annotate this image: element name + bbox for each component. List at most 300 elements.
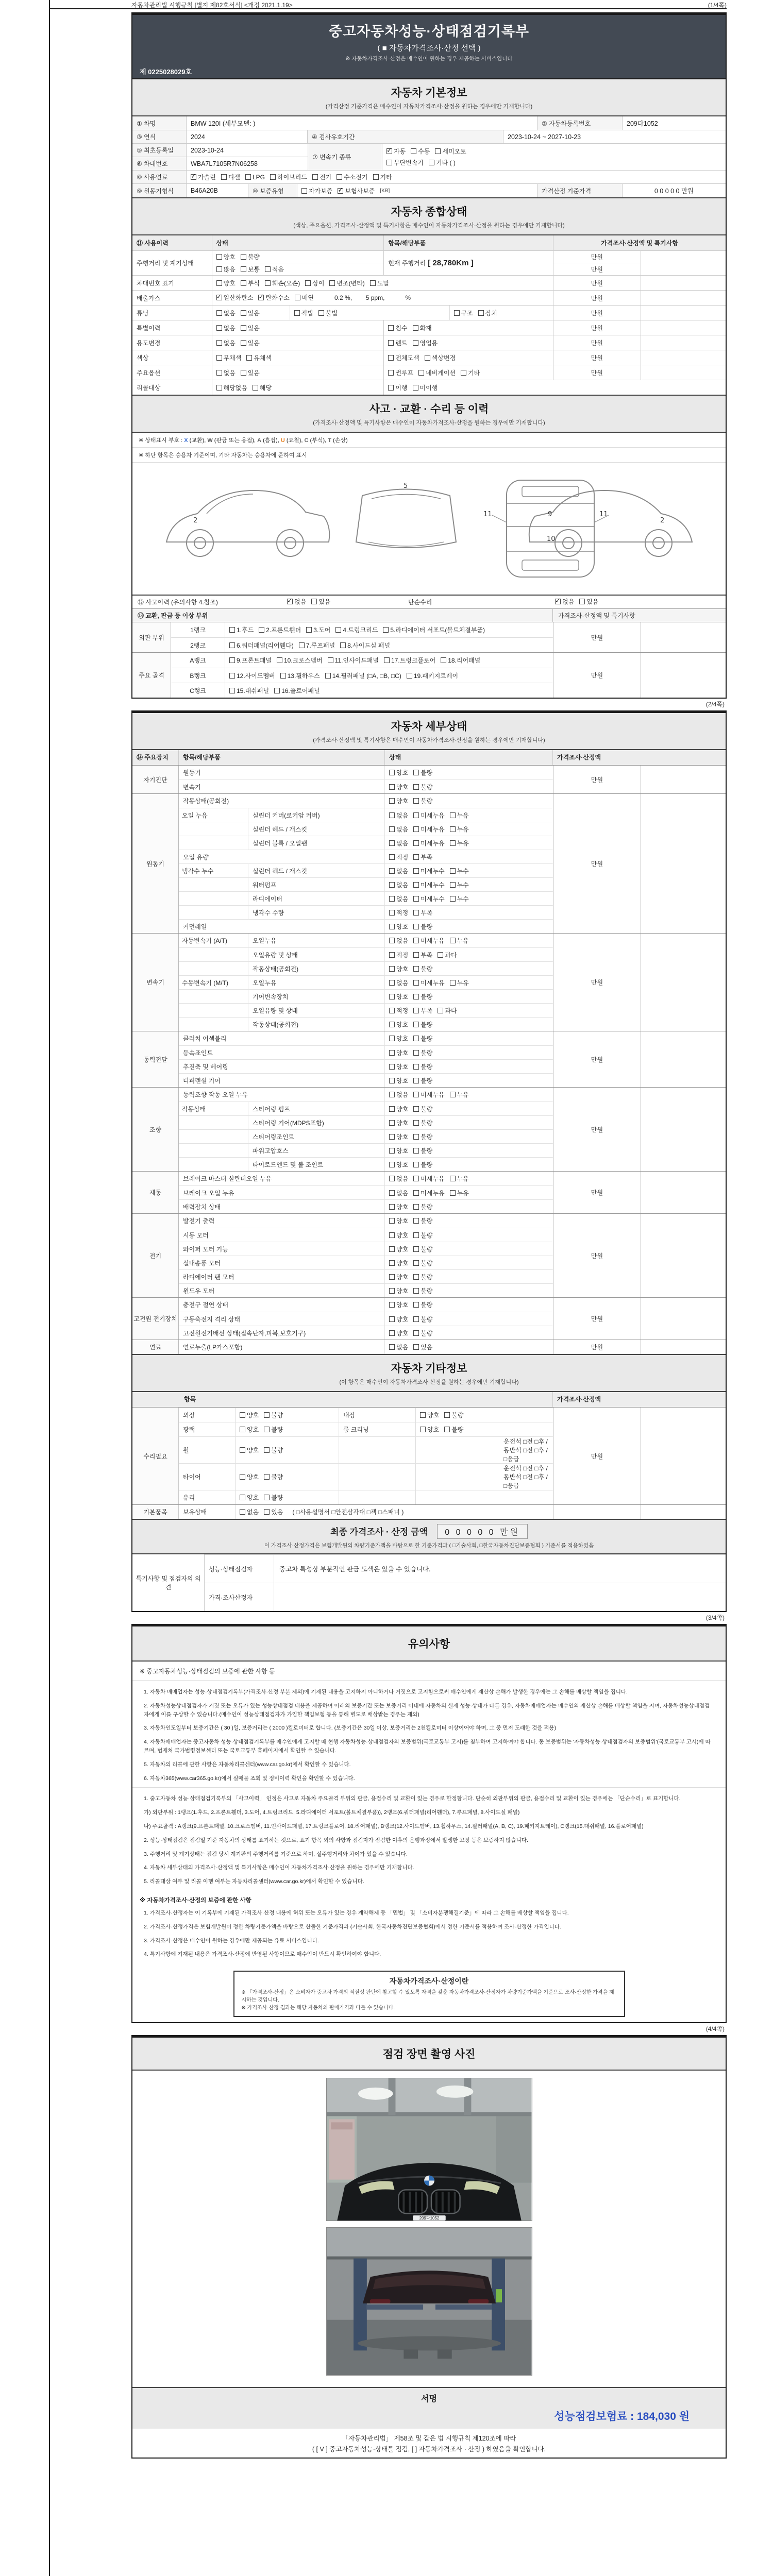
detail-option[interactable] xyxy=(413,1006,432,1015)
tuning-row xyxy=(132,305,726,320)
detail-option[interactable] xyxy=(389,1202,408,1211)
fuel-option[interactable] xyxy=(373,173,392,181)
option-kind[interactable] xyxy=(418,368,456,377)
checkbox-label: 양호 xyxy=(396,1217,409,1225)
usage-kind-option[interactable] xyxy=(388,338,407,347)
simple-repair-option[interactable] xyxy=(579,597,598,606)
detail-option[interactable] xyxy=(389,839,408,848)
checkbox-icon xyxy=(461,370,466,376)
detail-option[interactable] xyxy=(389,1231,408,1240)
usage-option[interactable] xyxy=(241,338,260,347)
detail-option[interactable] xyxy=(389,964,408,973)
notes-cell xyxy=(641,365,726,380)
panel-option[interactable] xyxy=(229,656,272,665)
detail-option[interactable] xyxy=(389,1062,408,1071)
fuel-option[interactable] xyxy=(312,173,331,181)
checkbox-icon xyxy=(413,966,419,972)
detail-option[interactable] xyxy=(413,1034,432,1043)
checkbox-icon xyxy=(389,1162,395,1167)
detail-option[interactable] xyxy=(389,894,408,903)
detail-option[interactable] xyxy=(389,1076,408,1085)
rank-label: A랭크 xyxy=(171,653,225,668)
checkbox-icon xyxy=(240,1495,245,1500)
special-kind-option[interactable] xyxy=(413,324,432,332)
detail-option[interactable] xyxy=(389,811,408,820)
emission-option[interactable] xyxy=(295,293,314,302)
detail-option[interactable] xyxy=(413,1174,444,1183)
notes-cell xyxy=(641,335,726,350)
panel-option[interactable] xyxy=(306,625,330,634)
panel-option[interactable] xyxy=(441,656,480,665)
tuning-kind-option[interactable] xyxy=(478,309,497,317)
checkbox-label: 세미오토 xyxy=(442,148,466,156)
checkbox-icon xyxy=(413,1316,419,1322)
panel-option[interactable] xyxy=(229,625,254,634)
detail-option[interactable] xyxy=(389,768,408,777)
detail-option[interactable] xyxy=(413,783,432,791)
detail-option[interactable] xyxy=(413,992,432,1001)
checkbox-icon xyxy=(389,1330,395,1336)
detail-option[interactable] xyxy=(413,1048,432,1057)
item-label: 추진축 및 베어링 xyxy=(179,1060,385,1073)
device-group-label: 변속기 xyxy=(132,934,179,1031)
detail-option[interactable] xyxy=(413,839,444,848)
repair-option[interactable] xyxy=(264,1411,283,1419)
transmission-option[interactable] xyxy=(411,147,430,156)
detail-option[interactable] xyxy=(389,1245,408,1253)
detail-option[interactable] xyxy=(389,908,408,917)
detail-option[interactable] xyxy=(413,1146,432,1155)
transmission-option[interactable] xyxy=(386,158,424,167)
detail-option[interactable] xyxy=(389,783,408,791)
detail-option[interactable] xyxy=(389,1286,408,1295)
detail-option[interactable] xyxy=(438,951,457,959)
transmission-option[interactable] xyxy=(435,147,466,156)
vin-option[interactable] xyxy=(265,279,300,287)
price-cell: 만원 xyxy=(553,306,641,320)
detail-option[interactable] xyxy=(450,880,469,889)
simple-repair-option[interactable] xyxy=(555,597,574,606)
color-option[interactable] xyxy=(246,353,272,362)
detail-option[interactable] xyxy=(413,908,432,917)
detail-row xyxy=(179,808,553,822)
tuning-legal-option[interactable] xyxy=(318,309,338,317)
detail-option[interactable] xyxy=(413,1020,432,1029)
checkbox-icon xyxy=(265,280,271,286)
checkbox-icon xyxy=(240,1509,245,1515)
detail-option[interactable] xyxy=(413,768,432,777)
detail-option[interactable] xyxy=(389,951,408,959)
item-label: 구동축전지 격리 상태 xyxy=(179,1312,385,1326)
checkbox-label: 디젤 xyxy=(228,174,240,181)
checkbox-icon xyxy=(259,627,264,633)
usage-option[interactable] xyxy=(216,338,236,347)
detail-option[interactable] xyxy=(389,1118,408,1127)
repair-option[interactable] xyxy=(420,1411,439,1419)
checkbox-label: 16.플로어패널 xyxy=(281,687,320,694)
panel-option[interactable] xyxy=(407,671,458,680)
price-cell: 만원 xyxy=(553,320,641,335)
detail-option[interactable] xyxy=(450,839,469,848)
checkbox-icon xyxy=(389,882,395,888)
detail-option[interactable] xyxy=(450,1189,469,1197)
detail-option[interactable] xyxy=(450,894,469,903)
item-label: 오일누유 xyxy=(248,934,385,947)
checkbox-label: 미세누유 xyxy=(421,937,445,944)
vin-option[interactable] xyxy=(370,279,389,287)
repair-option[interactable] xyxy=(444,1411,463,1419)
detail-option[interactable] xyxy=(389,796,408,805)
panel-option[interactable] xyxy=(384,656,435,665)
notes-cell xyxy=(641,1088,726,1171)
detail-row xyxy=(179,1172,553,1185)
checkbox-label: 누유 xyxy=(457,839,469,847)
tuning-option[interactable] xyxy=(216,309,236,317)
vin-option[interactable] xyxy=(216,279,236,287)
checkbox-label: 양호 xyxy=(396,1035,409,1042)
checkbox-label: 불량 xyxy=(421,1245,433,1253)
repair-option[interactable] xyxy=(240,1472,259,1481)
repair-option[interactable] xyxy=(264,1446,283,1454)
detail-option[interactable] xyxy=(389,922,408,931)
subgroup-label xyxy=(179,990,248,1003)
checkbox-label: 불량 xyxy=(421,798,433,805)
panel-option[interactable] xyxy=(340,641,390,650)
device-group-label: 제동 xyxy=(132,1172,179,1213)
detail-option[interactable] xyxy=(389,992,408,1001)
detail-option[interactable] xyxy=(413,964,432,973)
detail-option[interactable] xyxy=(389,1160,408,1169)
section-title: 점검 장면 촬영 사진 xyxy=(382,2048,476,2061)
checkbox-label: 10.크로스멤버 xyxy=(283,657,323,664)
possession-option[interactable] xyxy=(240,1507,259,1516)
detail-option[interactable] xyxy=(450,867,469,875)
detail-option[interactable] xyxy=(389,880,408,889)
color-kind-option[interactable] xyxy=(388,353,419,362)
detail-option[interactable] xyxy=(413,796,432,805)
inspector-label: 성능·상태점검자 xyxy=(205,1555,274,1583)
panel-option[interactable] xyxy=(328,656,379,665)
checkbox-label: 없음 xyxy=(294,598,307,605)
vin-option[interactable] xyxy=(329,279,364,287)
detail-option[interactable] xyxy=(389,1273,408,1281)
notes-cell xyxy=(641,653,726,698)
first-reg-label: ⑤ 최초등록일 xyxy=(132,144,187,157)
detail-option[interactable] xyxy=(389,978,408,987)
repair-option[interactable] xyxy=(240,1411,259,1419)
repair-option[interactable] xyxy=(264,1425,283,1434)
device-group-label: 자기진단 xyxy=(132,766,179,793)
fuel-option[interactable] xyxy=(245,174,265,181)
detail-option[interactable] xyxy=(389,1174,408,1183)
passenger-car-note: ※ 하단 항목은 승용차 기준이며, 기타 자동차는 승용차에 준하여 표시 xyxy=(132,448,726,463)
vin-option[interactable] xyxy=(305,279,324,287)
detail-option[interactable] xyxy=(389,1048,408,1057)
detail-option[interactable] xyxy=(413,867,444,875)
checkbox-label: 불량 xyxy=(421,783,433,791)
detail-option[interactable] xyxy=(389,1329,408,1337)
checkbox-label: 있음 xyxy=(421,1344,433,1351)
detail-option[interactable] xyxy=(389,1132,408,1141)
fuel-option[interactable] xyxy=(221,173,240,181)
emission-option[interactable] xyxy=(258,293,289,302)
checkbox-icon xyxy=(240,1474,245,1480)
checkbox-icon xyxy=(413,1022,419,1027)
first-reg-value: 2023-10-24 xyxy=(191,146,224,154)
checkbox-label: 있음 xyxy=(318,598,331,605)
checkbox-icon xyxy=(389,924,395,929)
checkbox-icon xyxy=(413,1078,419,1083)
item-label: 라디에이터 팬 모터 xyxy=(179,1270,385,1283)
detail-option[interactable] xyxy=(413,936,444,945)
explainer-title: 자동차가격조사·산정이란 xyxy=(389,1977,469,1986)
state-code-part: (판금 또는 용접), xyxy=(212,437,258,444)
mileage-state-option[interactable] xyxy=(216,252,236,261)
possession-option[interactable] xyxy=(264,1507,283,1516)
mileage-amount-option[interactable] xyxy=(216,265,236,274)
row-label: 색상 xyxy=(132,350,212,365)
panel-option[interactable] xyxy=(299,641,335,650)
checkbox-icon xyxy=(216,325,222,331)
subgroup-label: 작동상태 xyxy=(179,1102,248,1115)
repair-item-label: 광택 xyxy=(179,1422,236,1436)
detail-option[interactable] xyxy=(413,1062,432,1071)
checkbox-label: 썬루프 xyxy=(395,369,414,377)
checkbox-icon xyxy=(389,1148,395,1154)
vin-option[interactable] xyxy=(241,279,260,287)
recall-option[interactable] xyxy=(253,383,272,392)
detail-option[interactable] xyxy=(413,825,444,834)
detail-option[interactable] xyxy=(389,936,408,945)
detail-option[interactable] xyxy=(389,1090,408,1099)
usage-kind-option[interactable] xyxy=(413,338,438,347)
detail-option[interactable] xyxy=(413,1315,432,1324)
detail-option[interactable] xyxy=(413,978,444,987)
panel-option[interactable] xyxy=(229,641,294,650)
opinions-table xyxy=(132,1554,726,1611)
subgroup-label xyxy=(179,1130,248,1143)
special-kind-option[interactable] xyxy=(388,324,407,332)
detail-option[interactable] xyxy=(389,1216,408,1225)
checkbox-label: 하이브리드 xyxy=(277,174,307,181)
item-label: 오일누유 xyxy=(248,976,385,989)
mileage-amount-option[interactable] xyxy=(241,265,260,274)
checkbox-icon xyxy=(429,160,434,165)
detail-option[interactable] xyxy=(413,894,444,903)
transmission-option[interactable] xyxy=(429,158,456,167)
detail-option[interactable] xyxy=(413,1090,444,1099)
special-option[interactable] xyxy=(241,324,260,332)
detail-option[interactable] xyxy=(413,1132,432,1141)
detail-option[interactable] xyxy=(413,1118,432,1127)
fuel-option[interactable] xyxy=(191,173,216,181)
detail-option[interactable] xyxy=(389,1343,408,1351)
recall-done-option[interactable] xyxy=(413,383,438,392)
panel-option[interactable] xyxy=(280,671,320,680)
color-option[interactable] xyxy=(216,353,242,362)
detail-row xyxy=(179,961,553,975)
checkbox-icon xyxy=(413,770,419,775)
detail-option[interactable] xyxy=(413,1300,432,1309)
color-kind-option[interactable] xyxy=(425,353,456,362)
panel-option[interactable] xyxy=(229,686,269,695)
checkbox-label: 적정 xyxy=(396,909,409,917)
transmission-option[interactable] xyxy=(386,147,406,156)
warranty-option[interactable] xyxy=(338,187,375,195)
detail-option[interactable] xyxy=(389,1146,408,1155)
detail-option[interactable] xyxy=(413,1231,432,1240)
engine-type-value: B46A20B xyxy=(187,184,248,197)
emission-option[interactable] xyxy=(216,293,254,302)
panel-option[interactable] xyxy=(325,671,401,680)
rank-label: B랭크 xyxy=(171,668,225,683)
checkbox-label: 적음 xyxy=(272,266,284,273)
col-item: 항목/해당부품 xyxy=(384,235,553,250)
panel-option[interactable] xyxy=(383,625,485,634)
detail-option[interactable] xyxy=(389,853,408,861)
repair-extra: 운전석 □전 □후 / 동반석 □전 □후 / □응급 xyxy=(503,1438,548,1463)
option-presence[interactable] xyxy=(216,368,236,377)
detail-option[interactable] xyxy=(413,1286,432,1295)
repair-option[interactable] xyxy=(240,1493,259,1502)
item-label: 오일유량 및 상태 xyxy=(248,1004,385,1017)
repair-option[interactable] xyxy=(444,1425,463,1434)
panel-option[interactable] xyxy=(259,625,301,634)
detail-option[interactable] xyxy=(389,1006,408,1015)
detail-option[interactable] xyxy=(413,880,444,889)
detail-option[interactable] xyxy=(413,1189,444,1197)
detail-option[interactable] xyxy=(389,1259,408,1267)
special-option[interactable] xyxy=(216,324,236,332)
detail-option[interactable] xyxy=(389,825,408,834)
detail-option[interactable] xyxy=(413,1273,432,1281)
detail-option[interactable] xyxy=(389,1034,408,1043)
panel-option[interactable] xyxy=(277,656,323,665)
checkbox-label: 누유 xyxy=(457,811,469,819)
model-year-label: ③ 연식 xyxy=(132,130,187,143)
checkbox-label: 없음 xyxy=(223,339,236,347)
detail-option[interactable] xyxy=(389,1300,408,1309)
checkbox-label: 없음 xyxy=(396,895,409,903)
checkbox-label: 기타 ( ) xyxy=(435,159,456,166)
checkbox-icon xyxy=(386,148,392,154)
panel-option[interactable] xyxy=(229,671,275,680)
checkbox-icon xyxy=(216,280,222,286)
mileage-amount-option[interactable] xyxy=(265,265,284,274)
detail-option[interactable] xyxy=(450,936,469,945)
detail-option[interactable] xyxy=(450,825,469,834)
panel-option[interactable] xyxy=(274,686,320,695)
item-label: 디퍼렌셜 기어 xyxy=(179,1074,385,1087)
repair-option[interactable] xyxy=(240,1446,259,1454)
detail-option[interactable] xyxy=(413,1343,432,1351)
checkbox-label: 없음 xyxy=(562,598,575,605)
checkbox-icon xyxy=(240,1427,245,1432)
checkbox-icon xyxy=(294,310,300,316)
fuel-option[interactable] xyxy=(270,173,307,181)
repair-option[interactable] xyxy=(264,1493,283,1502)
detail-option[interactable] xyxy=(413,1245,432,1253)
detail-option[interactable] xyxy=(413,951,432,959)
notices-intro: ※ 중고자동차성능·상태점검의 보증에 관한 사항 등 xyxy=(132,1662,726,1681)
row-label: 주행거리 및 계기상태 xyxy=(132,251,212,275)
checkbox-label: 17.트렁크플로어 xyxy=(391,657,436,664)
detail-option[interactable] xyxy=(438,1006,457,1015)
checkbox-label: 부족 xyxy=(421,1007,433,1014)
mileage-state-option[interactable] xyxy=(241,252,260,261)
detail-option[interactable] xyxy=(413,922,432,931)
detail-option[interactable] xyxy=(389,867,408,875)
detail-option[interactable] xyxy=(450,1174,469,1183)
checkbox-label: 양호 xyxy=(396,1105,409,1113)
tuning-option[interactable] xyxy=(241,309,260,317)
detail-option[interactable] xyxy=(389,1315,408,1324)
detail-option[interactable] xyxy=(389,1105,408,1113)
recall-done-option[interactable] xyxy=(388,383,407,392)
warranty-option[interactable] xyxy=(301,187,332,195)
repair-item-label: 타이어 xyxy=(179,1464,236,1490)
item-label: 스티어링조인트 xyxy=(248,1130,385,1143)
notes-cell xyxy=(641,1031,726,1087)
detail-option[interactable] xyxy=(413,1329,432,1337)
detail-option[interactable] xyxy=(450,1090,469,1099)
checkbox-label: 수동 xyxy=(418,148,430,156)
notes-cell xyxy=(641,350,726,365)
repair-option[interactable] xyxy=(240,1425,259,1434)
panel-option[interactable] xyxy=(335,625,378,634)
detail-option[interactable] xyxy=(413,853,432,861)
fuel-option[interactable] xyxy=(337,173,367,181)
detail-option[interactable] xyxy=(413,1202,432,1211)
checkbox-icon xyxy=(229,673,235,679)
option-presence[interactable] xyxy=(241,368,260,377)
checkbox-label: 양호 xyxy=(396,993,409,1001)
detail-option[interactable] xyxy=(413,1259,432,1267)
detail-option[interactable] xyxy=(413,1160,432,1169)
checkbox-label: 없음 xyxy=(396,839,409,847)
detail-option[interactable] xyxy=(389,1020,408,1029)
accident-history-option[interactable] xyxy=(311,597,330,606)
repair-item-label-2 xyxy=(339,1490,416,1504)
checkbox-icon xyxy=(389,910,395,916)
detail-option[interactable] xyxy=(413,811,444,820)
detail-option[interactable] xyxy=(450,811,469,820)
option-kind[interactable] xyxy=(388,368,413,377)
detail-option[interactable] xyxy=(389,1189,408,1197)
tuning-legal-option[interactable] xyxy=(294,309,313,317)
empty-cell xyxy=(641,380,726,395)
checkbox-icon xyxy=(241,325,246,331)
detail-row xyxy=(179,766,553,779)
detail-option[interactable] xyxy=(413,1076,432,1085)
price-cell: 만원 xyxy=(591,266,603,273)
repair-option[interactable] xyxy=(264,1472,283,1481)
detail-option[interactable] xyxy=(413,1216,432,1225)
tuning-kind-option[interactable] xyxy=(454,309,473,317)
option-kind[interactable] xyxy=(461,368,480,377)
detail-option[interactable] xyxy=(450,978,469,987)
accident-history-option[interactable] xyxy=(287,597,306,606)
checkbox-icon xyxy=(413,826,419,832)
repair-option[interactable] xyxy=(420,1425,439,1434)
checkbox-icon xyxy=(413,1064,419,1070)
confirmation-statement xyxy=(132,2429,726,2458)
checkbox-label: 불량 xyxy=(421,1287,433,1295)
notes-cell xyxy=(641,1172,726,1213)
checkbox-icon xyxy=(389,1260,395,1266)
recall-option[interactable] xyxy=(216,383,247,392)
detail-option[interactable] xyxy=(413,1105,432,1113)
